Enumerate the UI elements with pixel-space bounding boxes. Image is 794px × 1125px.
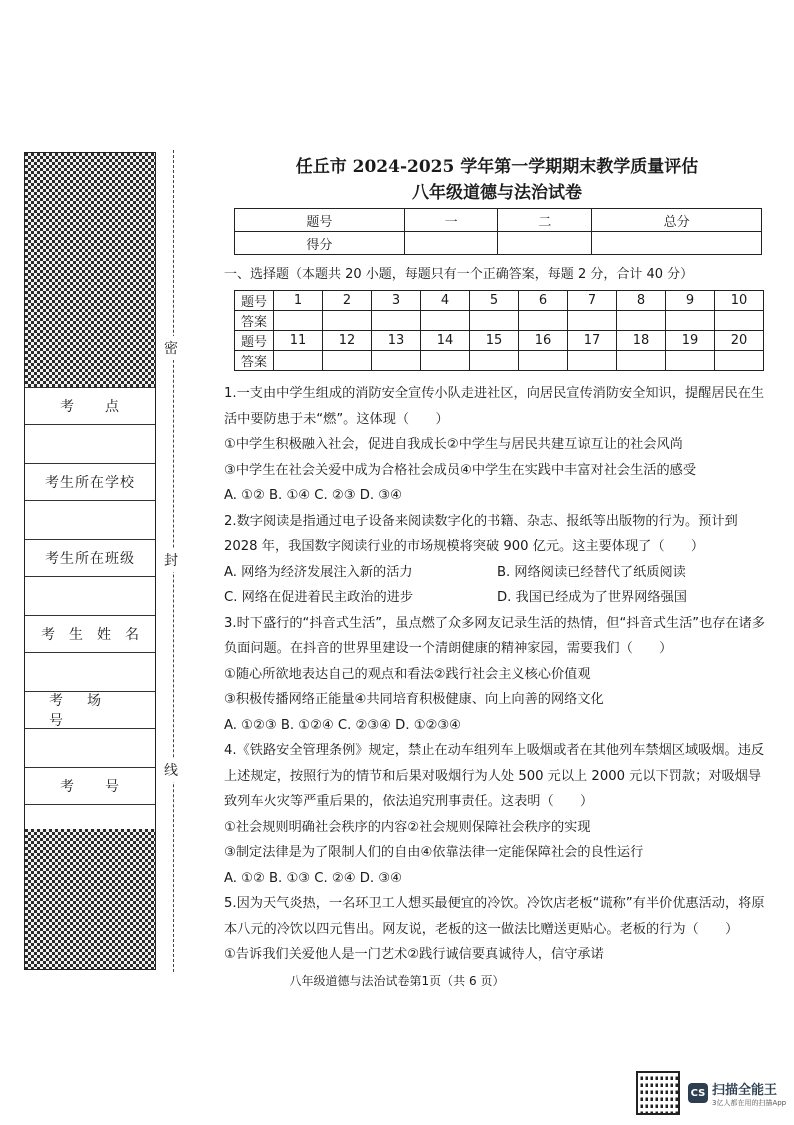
room-field[interactable]: [25, 729, 155, 767]
answer-table-ans-label: 答案: [235, 311, 274, 331]
score-header: 题号: [235, 209, 405, 232]
score-header: 总分: [592, 209, 762, 232]
question-number: 5: [470, 291, 519, 311]
question-1-options: A. ①② B. ①④ C. ②③ D. ③④: [224, 488, 402, 503]
answer-cell[interactable]: [666, 311, 715, 331]
answer-cell[interactable]: [470, 311, 519, 331]
question-3-statements: ①随心所欲地表达自己的观点和看法②践行社会主义核心价值观: [224, 666, 591, 682]
score-table: [234, 208, 762, 255]
answer-cell[interactable]: [666, 351, 715, 371]
exam-site-label: 考 点: [25, 387, 155, 425]
option-b: B. 网络阅读已经替代了纸质阅读: [497, 564, 686, 580]
answer-cell[interactable]: [421, 351, 470, 371]
answer-cell[interactable]: [519, 311, 568, 331]
question-number: 2: [323, 291, 372, 311]
question-number: 13: [372, 331, 421, 351]
answer-cell[interactable]: [274, 311, 323, 331]
question-number: 6: [519, 291, 568, 311]
answer-cell[interactable]: [617, 311, 666, 331]
score-header: 二: [498, 209, 592, 232]
question-4-stem: 4.《铁路安全管理条例》规定，禁止在动车组列车上吸烟或者在其他列车禁烟区域吸烟。违反上述规定，按照行为的情节和后果对吸烟行为人处 500 元以上 2000 元以下罚款；对吸烟导致列车火灾等严重后果的，依法追究刑事责任。这表明（ ）: [224, 743, 765, 809]
question-number: 17: [568, 331, 617, 351]
question-number: 18: [617, 331, 666, 351]
exam-paper-content: [224, 154, 770, 968]
watermark-slogan: 3亿人都在用的扫描App: [712, 1098, 787, 1107]
score-row-label: 得分: [235, 232, 405, 255]
class-field[interactable]: [25, 577, 155, 615]
question-number: 10: [715, 291, 764, 311]
answer-table-num-label: 题号: [235, 291, 274, 311]
question-number: 15: [470, 331, 519, 351]
question-number: 8: [617, 291, 666, 311]
name-field[interactable]: [25, 653, 155, 691]
answer-cell[interactable]: [715, 351, 764, 371]
school-label: 考生所在学校: [25, 463, 155, 501]
page-footer: 八年级道德与法治试卷第1页（共 6 页）: [289, 974, 505, 988]
answer-cell[interactable]: [372, 351, 421, 371]
camscanner-logo-icon: CS: [688, 1083, 708, 1103]
candidate-info-sidebar: [24, 152, 156, 970]
scanner-watermark: [636, 1071, 786, 1115]
question-number: 11: [274, 331, 323, 351]
exam-number-label: 考 号: [25, 767, 155, 805]
question-4-options: A. ①② B. ①③ C. ②④ D. ③④: [224, 870, 402, 886]
question-5-stem: 5.因为天气炎热，一名环卫工人想买最便宜的冷饮。冷饮店老板“谎称”有半价优惠活动，将原本八元的冷饮以四元售出。网友说，老板的这一做法比赠送更贴心。老板的行为（ ）: [224, 896, 765, 937]
watermark-text: [712, 1079, 786, 1108]
answer-cell[interactable]: [715, 311, 764, 331]
question-number: 12: [323, 331, 372, 351]
exam-site-field[interactable]: [25, 425, 155, 463]
answer-cell[interactable]: [274, 351, 323, 371]
question-number: 16: [519, 331, 568, 351]
score-cell[interactable]: [404, 232, 498, 255]
question-4-statements: ①社会规则明确社会秩序的内容②社会规则保障社会秩序的实现: [224, 819, 591, 835]
answer-cell[interactable]: [568, 351, 617, 371]
name-label: 考生姓名: [25, 615, 155, 653]
answer-cell[interactable]: [323, 311, 372, 331]
question-number: 19: [666, 331, 715, 351]
answer-cell[interactable]: [470, 351, 519, 371]
checker-pattern-top: [25, 153, 155, 387]
score-cell[interactable]: [498, 232, 592, 255]
fold-char-mi: 密: [164, 336, 178, 360]
answer-table-num-label: 题号: [235, 331, 274, 351]
question-number: 4: [421, 291, 470, 311]
question-1-statements: ③中学生在社会关爱中成为合格社会成员④中学生在实践中丰富对社会生活的感受: [224, 462, 697, 478]
question-2-options: [224, 560, 770, 586]
school-field[interactable]: [25, 501, 155, 539]
question-number: 3: [372, 291, 421, 311]
answer-table: [234, 290, 764, 371]
exam-title-line1: 任丘市 2024-2025 学年第一学期期末教学质量评估: [295, 157, 699, 177]
answer-table-ans-label: 答案: [235, 351, 274, 371]
question-4-statements: ③制定法律是为了限制人们的自由④依靠法律一定能保障社会的良性运行: [224, 845, 644, 860]
option-d: D. 我国已经成为了世界网络强国: [497, 590, 687, 605]
fold-char-xian: 线: [164, 758, 178, 782]
question-3-stem: 3.时下盛行的“抖音式生活”，虽点燃了众多网友记录生活的热情，但“抖音式生活”也存在诸多负面问题。在抖音的世界里建设一个清朗健康的精神家园，需要我们（ ）: [224, 615, 766, 656]
watermark-brand: 扫描全能王: [712, 1082, 778, 1098]
option-c: C. 网络在促进着民主政治的进步: [224, 590, 414, 605]
question-number: 20: [715, 331, 764, 351]
answer-cell[interactable]: [421, 311, 470, 331]
candidate-info-fields: [25, 387, 155, 829]
question-1-statements: ①中学生积极融入社会，促进自我成长②中学生与居民共建互谅互让的社会风尚: [224, 437, 683, 452]
class-label: 考生所在班级: [25, 539, 155, 577]
answer-cell[interactable]: [568, 311, 617, 331]
question-1-stem: 1.一支由中学生组成的消防安全宣传小队走进社区，向居民宣传消防安全知识，提醒居民在生活中要防患于未“燃”。这体现（ ）: [224, 386, 765, 427]
question-number: 7: [568, 291, 617, 311]
checker-pattern-bottom: [25, 829, 155, 969]
answer-cell[interactable]: [323, 351, 372, 371]
answer-cell[interactable]: [372, 311, 421, 331]
score-header: 一: [404, 209, 498, 232]
question-2-stem: 2.数字阅读是指通过电子设备来阅读数字化的书籍、杂志、报纸等出版物的行为。预计到 2028 年，我国数字阅读行业的市场规模将突破 900 亿元。这主要体现了（ ）: [224, 513, 738, 554]
question-3-options: A. ①②③ B. ①②④ C. ②③④ D. ①②③④: [224, 717, 462, 733]
exam-title-line2: 八年级道德与法治试卷: [412, 183, 582, 203]
room-label: 考场号: [25, 691, 155, 729]
section-heading: 一、选择题（本题共 20 小题，每题只有一个正确答案，每题 2 分，合计 40 分）: [224, 267, 694, 282]
question-3-statements: ③积极传播网络正能量④共同培育积极健康、向上向善的网络文化: [224, 692, 604, 707]
fold-char-feng: 封: [164, 548, 178, 572]
question-number: 9: [666, 291, 715, 311]
question-number: 1: [274, 291, 323, 311]
question-number: 14: [421, 331, 470, 351]
question-5-statements: ①告诉我们关爱他人是一门艺术②践行诚信要真诚待人，信守承诺: [224, 947, 604, 962]
answer-cell[interactable]: [617, 351, 666, 371]
question-2-options: [224, 585, 770, 611]
option-a: A. 网络为经济发展注入新的活力: [224, 564, 413, 580]
qr-code-icon: [636, 1071, 680, 1115]
score-cell[interactable]: [592, 232, 762, 255]
answer-cell[interactable]: [519, 351, 568, 371]
